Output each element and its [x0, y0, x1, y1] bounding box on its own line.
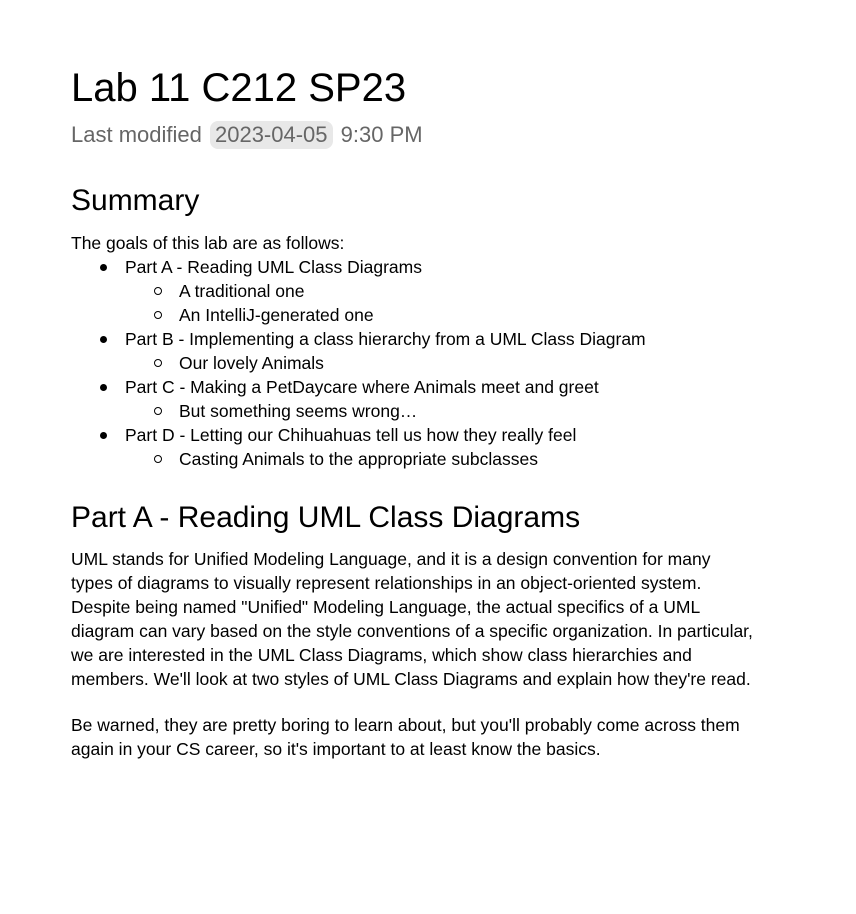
goal-label: Part D - Letting our Chihuahuas tell us how they really feel — [125, 425, 577, 445]
goal-label: Part A - Reading UML Class Diagrams — [125, 257, 422, 277]
goal-sublist — [125, 447, 646, 471]
goal-subitem: Our lovely Animals — [125, 351, 646, 375]
paragraph-line: again in your CS career, so it's important to at least know the basics. — [71, 739, 601, 759]
goal-sublist — [125, 399, 646, 423]
summary-heading: Summary — [71, 184, 200, 217]
part-a-heading: Part A - Reading UML Class Diagrams — [71, 501, 581, 534]
part-a-paragraph-1 — [71, 547, 786, 691]
paragraph-line: Be warned, they are pretty boring to learn about, but you'll probably come across them — [71, 715, 740, 735]
goal-label: Part B - Implementing a class hierarchy from a UML Class Diagram — [125, 329, 646, 349]
goal-item — [71, 327, 646, 375]
paragraph-line: we are interested in the UML Class Diagrams, which show class hierarchies and — [71, 645, 692, 665]
last-modified-line — [71, 121, 423, 149]
paragraph-line: members. We'll look at two styles of UML Class Diagrams and explain how they're read. — [71, 669, 751, 689]
goal-subitem: A traditional one — [125, 279, 646, 303]
goal-item — [71, 255, 646, 327]
paragraph-line: Despite being named "Unified" Modeling Language, the actual specifics of a UML — [71, 597, 701, 617]
goal-label: Part C - Making a PetDaycare where Animals meet and greet — [125, 377, 599, 397]
part-a-paragraph-2 — [71, 713, 786, 761]
goal-subitem: An IntelliJ-generated one — [125, 303, 646, 327]
goal-subitem: But something seems wrong… — [125, 399, 646, 423]
document-title: Lab 11 C212 SP23 — [71, 66, 407, 110]
last-modified-label: Last modified — [71, 122, 202, 147]
goal-item — [71, 423, 646, 471]
paragraph-line: UML stands for Unified Modeling Language, and it is a design convention for many — [71, 549, 711, 569]
goal-sublist — [125, 351, 646, 375]
date-chip[interactable]: 2023-04-05 — [210, 121, 333, 149]
paragraph-line: types of diagrams to visually represent relationships in an object-oriented system. — [71, 573, 702, 593]
goal-sublist — [125, 279, 646, 327]
last-modified-time: 9:30 PM — [340, 122, 423, 147]
summary-intro: The goals of this lab are as follows: — [71, 233, 345, 253]
goal-subitem: Casting Animals to the appropriate subclasses — [125, 447, 646, 471]
goal-item — [71, 375, 646, 423]
paragraph-line: diagram can vary based on the style conventions of a specific organization. In particular, — [71, 621, 753, 641]
goals-list — [71, 255, 646, 471]
